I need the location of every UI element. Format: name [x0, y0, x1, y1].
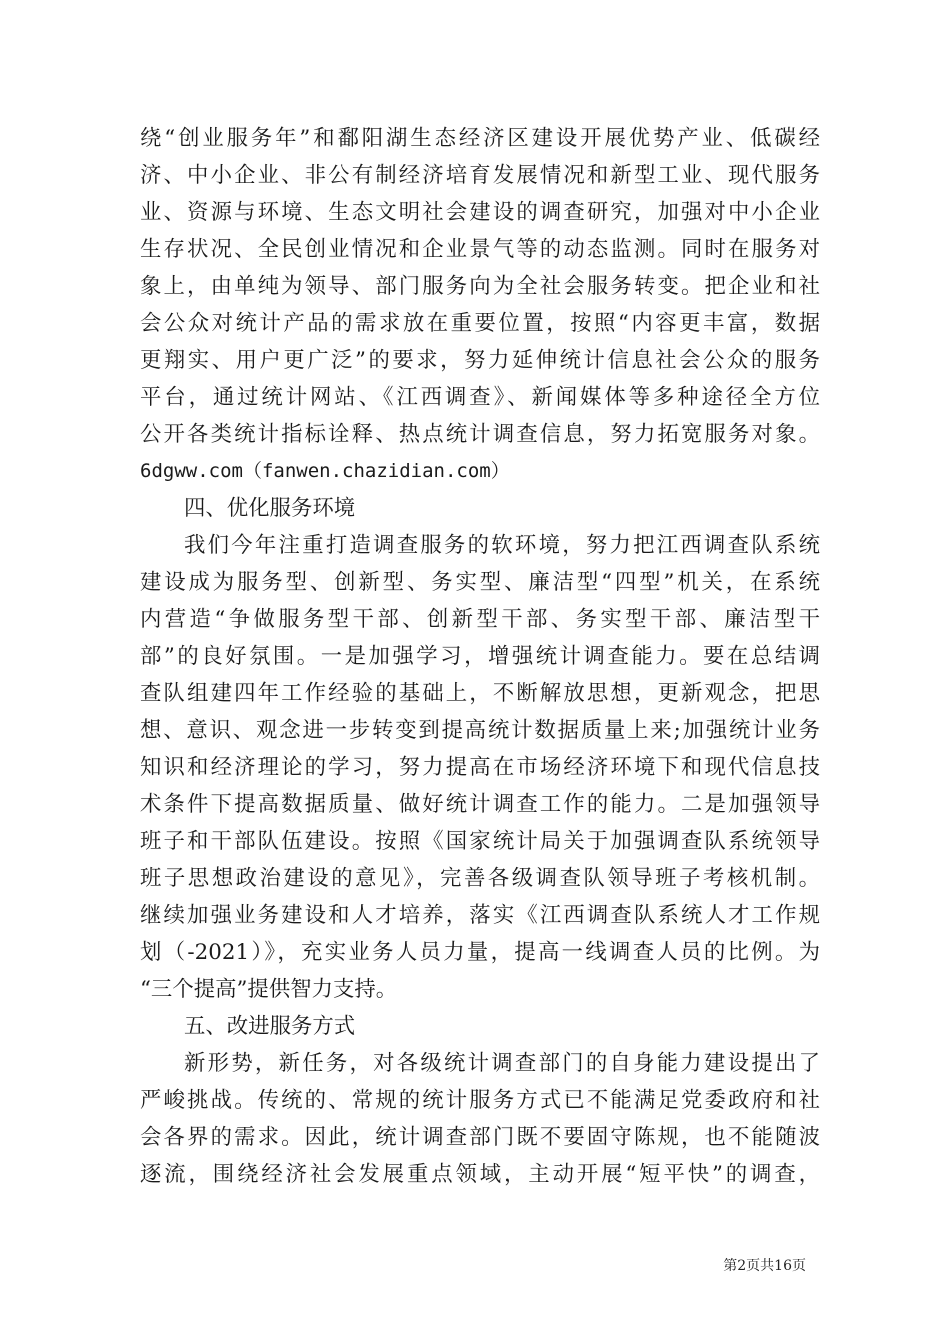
body-line: “三个提高”提供智力支持。	[140, 977, 398, 1002]
body-line: 更翔实、用户更广泛”的要求，努力延伸统计信息社会公众的服务	[140, 348, 820, 373]
page-footer	[0, 1256, 950, 1276]
body-line: 新形势，新任务，对各级统计调查部门的自身能力建设提出了	[184, 1051, 820, 1076]
body-line: 逐流，围绕经济社会发展重点领域，主动开展“短平快”的调查，	[140, 1162, 820, 1187]
body-line: 班子思想政治建设的意见》，完善各级调查队领导班子考核机制。	[140, 866, 820, 891]
body-line: 业、资源与环境、生态文明社会建设的调查研究，加强对中小企业	[140, 200, 820, 225]
body-line: 术条件下提高数据质量、做好统计调查工作的能力。二是加强领导	[140, 792, 820, 817]
body-line: 生存状况、全民创业情况和企业景气等的动态监测。同时在服务对	[140, 237, 820, 262]
body-line: 部”的良好氛围。一是加强学习，增强统计调查能力。要在总结调	[140, 644, 820, 669]
body-line: 严峻挑战。传统的、常规的统计服务方式已不能满足党委政府和社	[140, 1088, 820, 1113]
body-line: 划（-2021）》，充实业务人员力量，提高一线调查人员的比例。为	[140, 940, 820, 965]
document-body	[140, 120, 820, 1193]
body-line: 平台，通过统计网站、《江西调查》、新闻媒体等多种途径全方位	[140, 385, 820, 410]
body-line: 我们今年注重打造调查服务的软环境，努力把江西调查队系统	[184, 533, 820, 558]
body-line: 会公众对统计产品的需求放在重要位置，按照“内容更丰富，数据	[140, 311, 820, 336]
body-line: 会各界的需求。因此，统计调查部门既不要固守陈规，也不能随波	[140, 1125, 820, 1150]
section-heading: 四、优化服务环境	[184, 496, 356, 521]
body-line: 想、意识、观念进一步转变到提高统计数据质量上来;加强统计业务	[140, 718, 820, 743]
body-line: 知识和经济理论的学习，努力提高在市场经济环境下和现代信息技	[140, 755, 820, 780]
page-number: 第2页共16页	[723, 1258, 806, 1274]
body-line: 查队组建四年工作经验的基础上，不断解放思想，更新观念，把思	[140, 681, 820, 706]
body-line: 继续加强业务建设和人才培养，落实《江西调查队系统人才工作规	[140, 903, 820, 928]
body-line: 象上，由单纯为领导、部门服务向为全社会服务转变。把企业和社	[140, 274, 820, 299]
body-line: 绕“创业服务年”和鄱阳湖生态经济区建设开展优势产业、低碳经	[140, 126, 820, 151]
body-line: 公开各类统计指标诠释、热点统计调查信息，努力拓宽服务对象。	[140, 422, 820, 447]
body-line: 建设成为服务型、创新型、务实型、廉洁型“四型”机关，在系统	[140, 570, 820, 595]
body-line: 内营造“争做服务型干部、创新型干部、务实型干部、廉洁型干	[140, 607, 820, 632]
source-line: 6dgww.com（fanwen.chazidian.com）	[140, 460, 510, 482]
section-heading: 五、改进服务方式	[184, 1014, 356, 1039]
body-line: 济、中小企业、非公有制经济培育发展情况和新型工业、现代服务	[140, 163, 820, 188]
body-line: 班子和干部队伍建设。按照《国家统计局关于加强调查队系统领导	[140, 829, 820, 854]
